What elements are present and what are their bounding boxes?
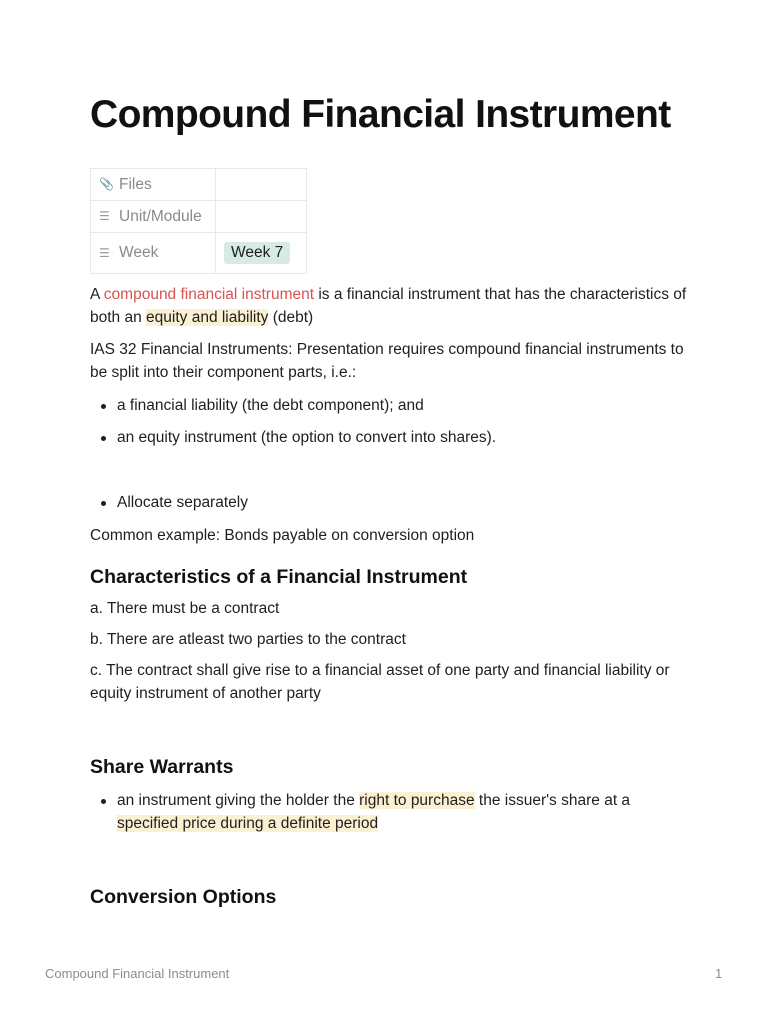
highlight-equity-liability: equity and liability [146, 309, 269, 326]
text-run: (debt) [268, 309, 314, 326]
page-number: 1 [715, 966, 723, 981]
property-key: Week [119, 244, 159, 261]
list-item: an equity instrument (the option to convert into shares). [90, 426, 690, 449]
section-heading-share-warrants: Share Warrants [90, 756, 234, 778]
list-icon: ☰ [99, 245, 110, 260]
allocate-list [90, 491, 690, 514]
ias32-paragraph: IAS 32 Financial Instruments: Presentation requires compound financial instruments to be split into their component parts, i.e.: [90, 341, 684, 381]
list-icon: ☰ [99, 209, 110, 224]
section-heading-characteristics: Characteristics of a Financial Instrument [90, 566, 468, 588]
component-list [90, 394, 690, 449]
property-row-unit-module[interactable] [91, 201, 307, 233]
list-item: a financial liability (the debt component); and [90, 394, 690, 417]
list-item [90, 789, 690, 835]
property-row-week[interactable] [91, 233, 307, 274]
list-item: Allocate separately [90, 491, 690, 514]
example-paragraph: Common example: Bonds payable on conversion option [90, 527, 475, 544]
property-value[interactable] [216, 169, 307, 201]
highlight-specified-price: specified price during a definite period [117, 815, 379, 832]
property-key: Files [119, 175, 152, 193]
page-title: Compound Financial Instrument [90, 93, 671, 136]
term-compound-financial-instrument: compound financial instrument [103, 286, 315, 303]
properties-table [90, 168, 307, 274]
intro-paragraph [90, 283, 690, 329]
footer-title: Compound Financial Instrument [45, 966, 230, 981]
warrants-list [90, 789, 690, 835]
property-row-files[interactable] [91, 169, 307, 201]
text-run: A [90, 286, 104, 303]
highlight-right-to-purchase: right to purchase [359, 792, 475, 809]
characteristic-item: c. The contract shall give rise to a financial asset of one party and financial liability or equity instrument of another party [90, 662, 670, 702]
property-value[interactable] [216, 201, 307, 233]
characteristic-item: a. There must be a contract [90, 600, 280, 617]
characteristic-item: b. There are atleast two parties to the contract [90, 631, 406, 648]
text-run: the issuer's share at a [474, 792, 631, 809]
week-tag[interactable]: Week 7 [224, 242, 290, 264]
section-heading-conversion-options: Conversion Options [90, 886, 277, 908]
paperclip-icon: 📎 [99, 177, 114, 192]
text-run: an instrument giving the holder the [117, 792, 360, 809]
text-run: is a financial instrument that has the characteristics of both an [90, 286, 687, 326]
property-key: Unit/Module [119, 207, 202, 225]
